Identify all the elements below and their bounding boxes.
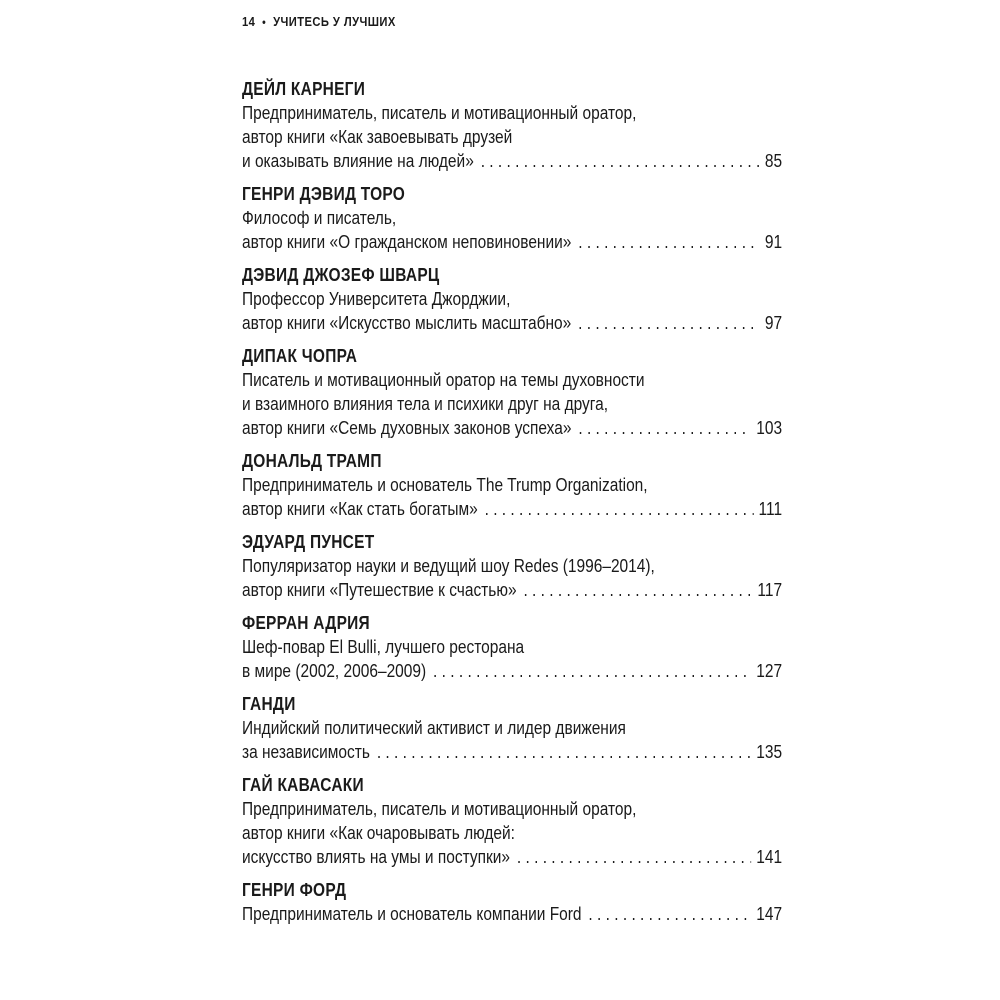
entry-description-line: Предприниматель, писатель и мотивационный оратор, <box>242 103 637 123</box>
running-head-title: УЧИТЕСЬ У ЛУЧШИХ <box>273 14 396 29</box>
entry-page-number: 97 <box>764 313 783 333</box>
dot-leader <box>433 659 751 683</box>
entry-last-line <box>242 902 782 926</box>
dot-leader <box>485 497 754 521</box>
entry-description-line: и оказывать влияние на людей» <box>242 151 474 171</box>
dot-leader <box>588 902 751 926</box>
entry-author-name: ДЕЙЛ КАРНЕГИ <box>242 79 366 99</box>
toc-entry <box>242 611 782 683</box>
entry-author-name: ГЕНРИ ДЭВИД ТОРО <box>242 184 406 204</box>
entry-author-name: ДИПАК ЧОПРА <box>242 346 358 366</box>
entry-last-line <box>242 659 782 683</box>
toc-entry <box>242 344 782 440</box>
entry-author-name: ЭДУАРД ПУНСЕТ <box>242 532 375 552</box>
entry-author-name: ФЕРРАН АДРИЯ <box>242 613 370 633</box>
dot-leader <box>523 578 752 602</box>
toc-entry <box>242 773 782 869</box>
entry-last-line <box>242 845 782 869</box>
entry-description-line: Индийский политический активист и лидер движения <box>242 718 626 738</box>
dot-leader <box>517 845 751 869</box>
entry-page-number: 127 <box>756 661 783 681</box>
running-head-separator: • <box>262 14 267 29</box>
entry-last-line <box>242 416 782 440</box>
entry-description-line: автор книги «Как стать богатым» <box>242 499 478 519</box>
entry-author-name: ГАЙ КАВАСАКИ <box>242 775 364 795</box>
entry-last-line <box>242 578 782 602</box>
entry-last-line <box>242 740 782 764</box>
toc-entry <box>242 263 782 335</box>
entry-description-line: искусство влиять на умы и поступки» <box>242 847 511 867</box>
toc-entry <box>242 449 782 521</box>
entry-description-line: автор книги «Искусство мыслить масштабно» <box>242 313 572 333</box>
entry-description-line: Профессор Университета Джорджии, <box>242 289 511 309</box>
entry-description-line: Предприниматель и основатель компании Ford <box>242 904 582 924</box>
entry-last-line <box>242 311 782 335</box>
entry-author-name: ГАНДИ <box>242 694 296 714</box>
entry-description-line: Писатель и мотивационный оратор на темы духовности <box>242 370 645 390</box>
entry-author-name: ДОНАЛЬД ТРАМП <box>242 451 382 471</box>
entry-last-line <box>242 497 782 521</box>
entry-page-number: 135 <box>756 742 783 762</box>
entry-description-line: автор книги «Семь духовных законов успеха» <box>242 418 572 438</box>
entry-description-line: Предприниматель, писатель и мотивационный оратор, <box>242 799 637 819</box>
entry-description-line: и взаимного влияния тела и психики друг на друга, <box>242 394 608 414</box>
toc-entry <box>242 692 782 764</box>
toc-entry <box>242 530 782 602</box>
entry-last-line <box>242 230 782 254</box>
entry-description-line: автор книги «Как очаровывать людей: <box>242 823 515 843</box>
dot-leader <box>377 740 751 764</box>
dot-leader <box>481 149 760 173</box>
entry-description-line: в мире (2002, 2006–2009) <box>242 661 427 681</box>
toc-entry <box>242 182 782 254</box>
entry-page-number: 91 <box>764 232 783 252</box>
toc-entry <box>242 878 782 926</box>
toc-entry <box>242 77 782 173</box>
entry-description-line: автор книги «О гражданском неповиновении» <box>242 232 572 252</box>
entry-last-line <box>242 149 782 173</box>
table-of-contents <box>242 77 782 935</box>
dot-leader <box>578 230 759 254</box>
entry-page-number: 141 <box>756 847 783 867</box>
dot-leader <box>578 416 751 440</box>
entry-page-number: 103 <box>756 418 783 438</box>
dot-leader <box>578 311 760 335</box>
entry-page-number: 85 <box>764 151 783 171</box>
entry-description-line: Философ и писатель, <box>242 208 397 228</box>
entry-page-number: 111 <box>758 499 783 519</box>
entry-page-number: 117 <box>757 580 783 600</box>
entry-description-line: Популяризатор науки и ведущий шоу Redes (1996–2014), <box>242 556 655 576</box>
entry-page-number: 147 <box>756 904 783 924</box>
running-head <box>242 14 396 29</box>
entry-description-line: Шеф-повар El Bulli, лучшего ресторана <box>242 637 525 657</box>
entry-description-line: Предприниматель и основатель The Trump Organization, <box>242 475 648 495</box>
page-number: 14 <box>242 14 256 29</box>
entry-author-name: ДЭВИД ДЖОЗЕФ ШВАРЦ <box>242 265 440 285</box>
entry-description-line: автор книги «Путешествие к счастью» <box>242 580 517 600</box>
entry-description-line: за независимость <box>242 742 370 762</box>
entry-description-line: автор книги «Как завоевывать друзей <box>242 127 513 147</box>
entry-author-name: ГЕНРИ ФОРД <box>242 880 347 900</box>
